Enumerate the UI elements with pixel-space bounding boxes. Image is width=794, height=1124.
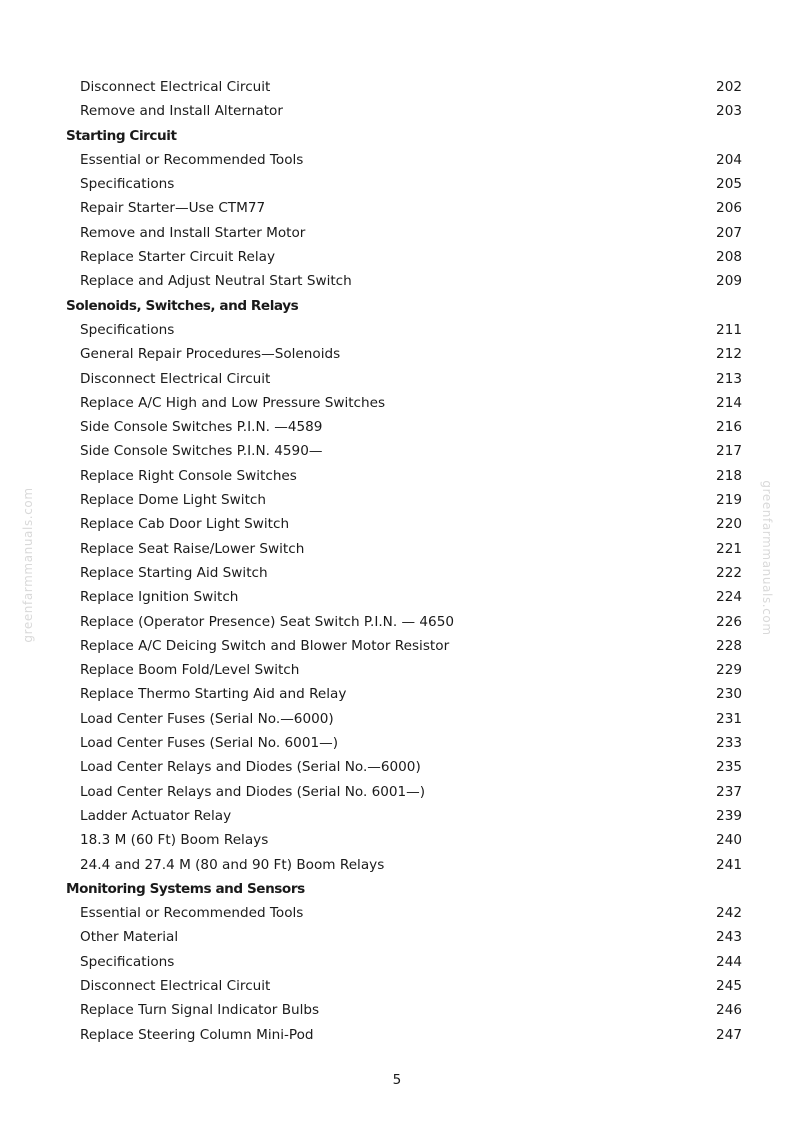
entry-page-number: 205 (716, 176, 742, 193)
entry-title: Specifications (80, 953, 175, 970)
watermark-left: greenfarmmanuals.com (21, 487, 35, 643)
entry-page-number: 219 (716, 492, 742, 509)
toc-entry (66, 221, 742, 245)
toc-entry (66, 537, 742, 561)
toc-entry (66, 367, 742, 391)
entry-title: 24.4 and 27.4 M (80 and 90 Ft) Boom Relays (80, 856, 385, 873)
entry-page-number: 208 (716, 249, 742, 266)
toc-section-heading (66, 124, 742, 148)
entry-page-number: 241 (716, 856, 742, 873)
entry-page-number: 239 (716, 807, 742, 824)
watermark-right: greenfarmmanuals.com (760, 480, 774, 636)
toc-entry (66, 1023, 742, 1047)
entry-title: Replace Starting Aid Switch (80, 564, 268, 581)
toc-entry (66, 804, 742, 828)
entry-page-number: 207 (716, 224, 742, 241)
toc-entry (66, 755, 742, 779)
entry-page-number: 226 (716, 613, 742, 630)
toc-entry (66, 780, 742, 804)
entry-title: Replace A/C Deicing Switch and Blower Motor Resistor (80, 637, 450, 654)
toc-entry (66, 853, 742, 877)
entry-title: Side Console Switches P.I.N. —4589 (80, 419, 323, 436)
entry-title: Replace Turn Signal Indicator Bulbs (80, 1002, 320, 1019)
entry-title: Repair Starter—Use CTM77 (80, 200, 266, 217)
section-title: Starting Circuit (66, 127, 177, 144)
entry-page-number: 243 (716, 929, 742, 946)
toc-entry (66, 658, 742, 682)
entry-title: Load Center Fuses (Serial No. 6001—) (80, 735, 339, 752)
entry-title: Load Center Relays and Diodes (Serial No. 6001—) (80, 783, 426, 800)
toc-entry (66, 901, 742, 925)
entry-title: Load Center Relays and Diodes (Serial No.—6000) (80, 759, 421, 776)
entry-title: Replace Cab Door Light Switch (80, 516, 290, 533)
entry-title: Disconnect Electrical Circuit (80, 79, 271, 95)
entry-page-number: 209 (716, 273, 742, 290)
toc-entry (66, 585, 742, 609)
entry-title: Replace and Adjust Neutral Start Switch (80, 273, 352, 290)
entry-page-number: 237 (716, 783, 742, 800)
table-of-contents (66, 75, 742, 1047)
entry-page-number: 230 (716, 686, 742, 703)
entry-title: Replace Seat Raise/Lower Switch (80, 540, 305, 557)
toc-entry (66, 488, 742, 512)
toc-entry (66, 148, 742, 172)
toc-entry (66, 342, 742, 366)
entry-page-number: 231 (716, 710, 742, 727)
toc-entry (66, 439, 742, 463)
entry-page-number: 211 (716, 321, 742, 338)
section-title: Solenoids, Switches, and Relays (66, 297, 299, 314)
entry-page-number: 245 (716, 977, 742, 994)
entry-page-number: 221 (716, 540, 742, 557)
entry-title: Replace Thermo Starting Aid and Relay (80, 686, 347, 703)
toc-entry (66, 245, 742, 269)
toc-entry (66, 925, 742, 949)
entry-title: 18.3 M (60 Ft) Boom Relays (80, 832, 269, 849)
entry-title: Load Center Fuses (Serial No.—6000) (80, 710, 334, 727)
entry-title: Other Material (80, 929, 179, 946)
entry-page-number: 220 (716, 516, 742, 533)
toc-entry (66, 75, 742, 99)
entry-title: Specifications (80, 321, 175, 338)
toc-entry (66, 634, 742, 658)
entry-page-number: 203 (716, 103, 742, 120)
entry-title: Replace Steering Column Mini-Pod (80, 1026, 314, 1043)
entry-page-number: 247 (716, 1026, 742, 1043)
entry-title: Essential or Recommended Tools (80, 905, 304, 922)
toc-entry (66, 707, 742, 731)
entry-page-number: 233 (716, 735, 742, 752)
toc-entry (66, 950, 742, 974)
entry-page-number: 224 (716, 589, 742, 606)
entry-page-number: 240 (716, 832, 742, 849)
entry-title: Replace (Operator Presence) Seat Switch P.I.N. — 4650 (80, 613, 454, 630)
entry-page-number: 214 (716, 394, 742, 411)
toc-entry (66, 415, 742, 439)
toc-entry (66, 731, 742, 755)
entry-title: Specifications (80, 176, 175, 193)
entry-page-number: 242 (716, 905, 742, 922)
entry-title: Disconnect Electrical Circuit (80, 977, 271, 994)
toc-entry (66, 172, 742, 196)
entry-page-number: 235 (716, 759, 742, 776)
toc-section-heading (66, 294, 742, 318)
entry-title: Replace A/C High and Low Pressure Switches (80, 394, 386, 411)
entry-page-number: 202 (716, 79, 742, 95)
entry-page-number: 222 (716, 564, 742, 581)
entry-page-number: 216 (716, 419, 742, 436)
toc-entry (66, 269, 742, 293)
entry-title: Replace Boom Fold/Level Switch (80, 662, 300, 679)
toc-entry (66, 99, 742, 123)
entry-page-number: 218 (716, 467, 742, 484)
entry-title: Replace Right Console Switches (80, 467, 297, 484)
toc-entry (66, 318, 742, 342)
entry-title: General Repair Procedures—Solenoids (80, 346, 341, 363)
entry-page-number: 206 (716, 200, 742, 217)
entry-title: Replace Dome Light Switch (80, 492, 266, 509)
entry-title: Disconnect Electrical Circuit (80, 370, 271, 387)
toc-entry (66, 512, 742, 536)
entry-title: Side Console Switches P.I.N. 4590— (80, 443, 323, 460)
toc-entry (66, 682, 742, 706)
page-number: 5 (392, 1072, 402, 1088)
entry-page-number: 229 (716, 662, 742, 679)
toc-entry (66, 391, 742, 415)
entry-page-number: 217 (716, 443, 742, 460)
entry-page-number: 228 (716, 637, 742, 654)
entry-page-number: 244 (716, 953, 742, 970)
toc-entry (66, 561, 742, 585)
toc-section-heading (66, 877, 742, 901)
entry-title: Remove and Install Alternator (80, 103, 283, 120)
toc-entry (66, 610, 742, 634)
entry-title: Ladder Actuator Relay (80, 807, 232, 824)
entry-title: Remove and Install Starter Motor (80, 224, 306, 241)
entry-title: Essential or Recommended Tools (80, 151, 304, 168)
entry-page-number: 204 (716, 151, 742, 168)
entry-page-number: 213 (716, 370, 742, 387)
toc-entry (66, 974, 742, 998)
entry-title: Replace Ignition Switch (80, 589, 239, 606)
entry-page-number: 212 (716, 346, 742, 363)
toc-entry (66, 998, 742, 1022)
entry-title: Replace Starter Circuit Relay (80, 249, 275, 266)
toc-entry (66, 464, 742, 488)
toc-entry (66, 828, 742, 852)
toc-entry (66, 196, 742, 220)
section-title: Monitoring Systems and Sensors (66, 880, 305, 897)
entry-page-number: 246 (716, 1002, 742, 1019)
